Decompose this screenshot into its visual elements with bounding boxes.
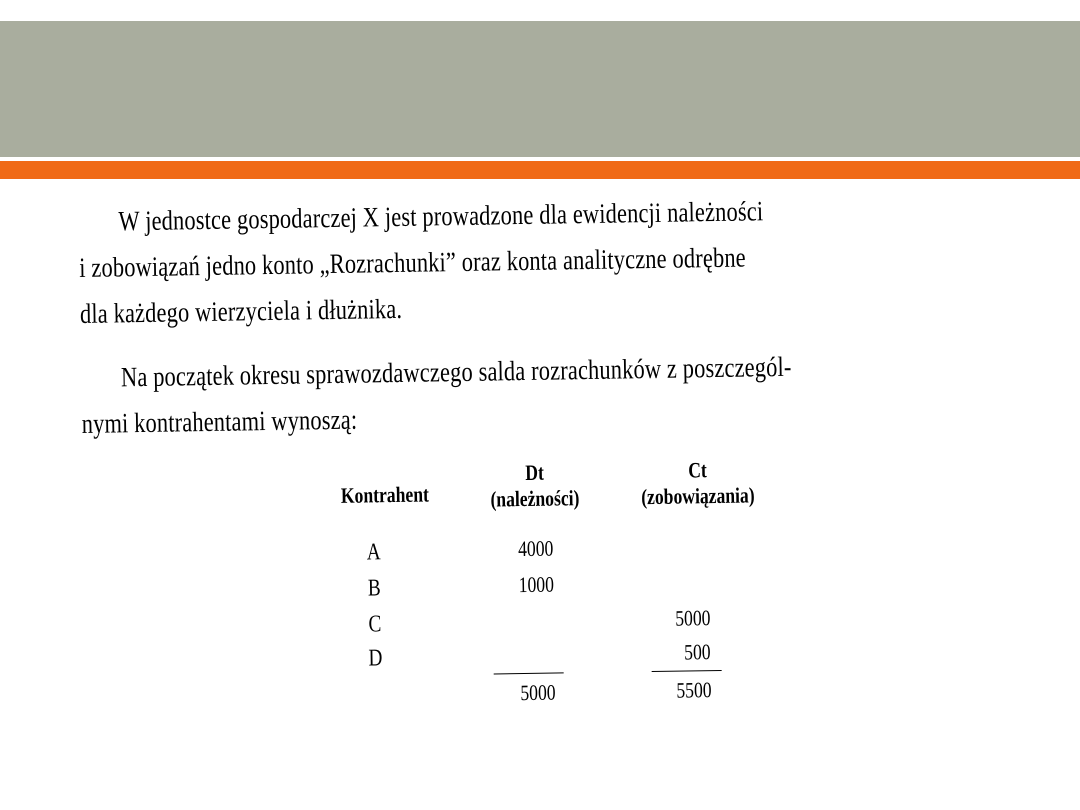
balances-table [82,444,986,728]
header-kontrahent: Kontrahent [340,481,430,508]
row-ct [660,534,724,535]
row-dt: 4000 [517,535,554,562]
row-name: B [367,575,381,602]
header-band [0,21,1080,157]
paragraph-line: i zobowiązań jedno konto „Rozrachunki” oraz konta analityczne odrębne [79,242,747,284]
scanned-page [78,174,986,728]
row-ct: 5000 [675,605,711,631]
paragraph-line: Na początek okresu sprawozdawczego salda rozrachunków z poszczegól- [120,351,792,394]
header-ct-sub: (zobowiązania) [641,482,755,510]
paragraph-balances [81,345,794,448]
total-ct: 5500 [676,677,712,703]
paragraph-line: dla każdego wierzyciela i dłużnika. [79,293,403,330]
sum-rule-dt [494,672,564,674]
row-ct: 500 [683,639,711,665]
row-dt [505,642,569,643]
paragraph-intro [78,189,792,338]
row-dt [505,608,569,609]
paragraph-line: nymi kontrahentami wynoszą: [81,404,358,440]
total-dt: 5000 [520,679,556,706]
row-dt: 1000 [518,571,555,598]
paragraph-line: W jednostce gospodarczej X jest prowadzone dla ewidencji należności [118,196,764,238]
header-ct: Ct [688,457,707,483]
row-ct [660,570,724,571]
sum-rule-ct [652,670,722,672]
header-dt: Dt [525,459,545,486]
row-name: D [368,645,383,672]
row-name: A [366,539,381,566]
row-name: C [368,611,382,638]
header-dt-sub: (należności) [490,485,580,512]
